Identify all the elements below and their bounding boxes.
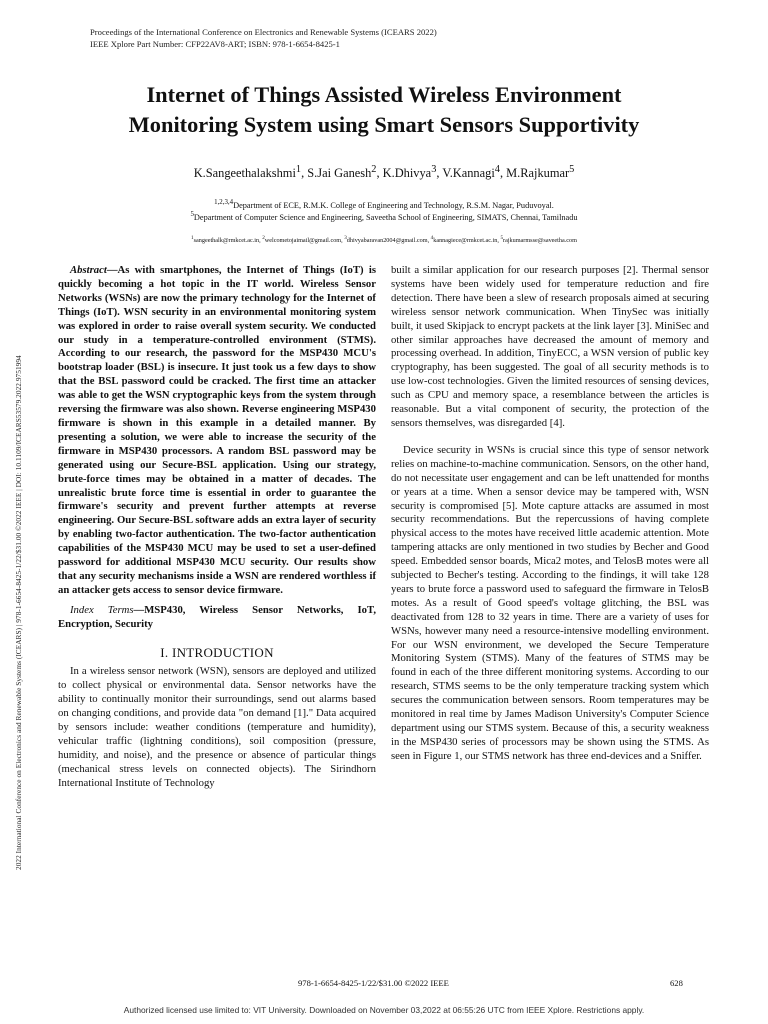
title-line-2: Monitoring System using Smart Sensors Supportivity: [128, 112, 640, 137]
title-line-1: Internet of Things Assisted Wireless Environment: [146, 82, 622, 107]
email: $^2$welcometojaimail@gmail.com: [262, 235, 342, 245]
index-terms: [58, 604, 376, 632]
email: $^5$rajkumarmsse@saveetha.com: [500, 235, 577, 245]
paper-title: [60, 80, 708, 140]
author: S.Jai Ganesh$^2$: [307, 164, 377, 181]
author-emails: $^1$sangeethalk@rmkcet.ac.in, $^2$welcometojaimail@gmail.com, $^3$dhivyabaravan2004@gmail.com, $^4$kannagiece@rmkcet.ac.in, $^5$rajkumarmsse@saveetha.com: [191, 235, 577, 245]
intro-paragraph-3: Device security in WSNs is crucial since this type of sensor network relies on machine-to-machine communication. Sensors, on the other hand, do not necessitate user engagement and can be left unattended for months or years at a time. When a sensor device may be tampered with, WSN security is compromised [5]. Mote capture attacks are assumed in most security recommendations. But the repercussions of having complete physical access to the motes have received little academic attention. Mote tampering attacks are only mentioned in two studies by Becher and Good speed. Embedded sensor boards, Mica2 motes, and TelosB motes were all subjected to Becher's testing. According to the findings, it will take 128 years to brute force a password used to safeguard the firmware in TelosB motes. As a result of Good speed's voltage glitching, the BSL was deactivated from 128 to 32 years in time. There are a variety of uses for WSNs, however many need a resource-intensive modelling environment. For our WSN environment, we developed the Secure Temperature Monitoring System (STMS). Many of the features of STMS may be found in each of the three different monitoring systems. According to our research, STMS seems to be the only temperature tracking system which secures the communication between sensors. Room temperatures may be monitored in real time by James Madison University's Computer Science department using our STMS system. Because of this, a security weakness in the MSP430 series of processors may be shown using the STMS. As seen in Figure 1, our STMS network has three end-devices and a Sniffer.: [391, 443, 709, 762]
side-citation-strip: [12, 155, 26, 870]
abstract: [58, 264, 376, 598]
abstract-text: —As with smartphones, the Internet of Things (IoT) is quickly becoming a hot topic in the IT world. Wireless Sensor Networks (WSNs) are now the primary technology for the Internet of Things (IoT). WSN security in an environmental monitoring system was explored in order to raise overall system security. We conducted our study in a temperature-controlled environment (STMS). According to our research, the password for the MSP430 MCU's bootstrap loader (BSL) is insecure. It just took us a few days to show that the BSL password could be cracked. The first time an attacker was able to get the WSN cryptographic keys from the system through reversing the firmware was also shown. Reverse engineering MSP430 firmware is shown in this example in a detailed manner. By presenting a solution, we were able to increase the security of the firmware in MSP430 processors. A random BSL password may be generated using our Secure-BSL application. Using our strategy, brute-force times may be obtained in a matter of decades. The unrealistic brute force time is essential in order to guarantee the firmware's security and prevent further attempts at reverse engineering. Our Secure-BSL software adds an extra layer of security by enabling two-factor authentication. The two-factor authentication capabilities of the MSP430 MCU may be used to set a user-defined password for additional MSP430 MCU security. Our results show that any security mechanisms inside a WSN are rendered worthless if an attacker gets access to sensor device firmware.: [58, 264, 376, 596]
section-heading-introduction: I. INTRODUCTION: [160, 644, 274, 660]
intro-paragraph-1: In a wireless sensor network (WSN), sensors are deployed and utilized to collect physical or environmental data. Sensor networks have the ability to continually monitor their surroundings, send out alarms based on changing conditions, and provide data "on demand [1]." Data acquired by sensors include: weather conditions (temperature and humidity), vehicular traffic (lightning conditions), soil composition (pressure, humidity, and noise), and the presence or absence of particular things (mechanical stress levels on connected objects). The Sirindhorn International Institute of Technology: [58, 665, 376, 789]
license-notice: Authorized licensed use limited to: VIT University. Downloaded on November 03,2022 at 06:55:26 UTC from IEEE Xplore. Restrictions apply.: [123, 1005, 645, 1015]
email: $^1$sangeethalk@rmkcet.ac.in: [191, 235, 260, 245]
email: $^3$dhivyabaravan2004@gmail.com: [344, 235, 428, 245]
affiliation-2: $^5$Department of Computer Science and Engineering, Saveetha School of Engineering, SIMATS, Chennai, Tamilnadu: [190, 211, 578, 222]
side-citation-text: 2022 International Conference on Electronics and Renewable Systems (ICEARS) | 978-1-6654-8425-1/22/$31.00 ©2022 IEEE | DOI: 10.1109/ICEARS53579.2022.9751994: [14, 355, 23, 870]
affiliation-1: $^{1,2,3,4}$Department of ECE, R.M.K. College of Engineering and Technology, R.S.M. Nagar, Puduvoyal.: [214, 199, 554, 210]
left-column: [58, 264, 376, 791]
right-column: [391, 264, 709, 764]
footer-isbn: 978-1-6654-8425-1/22/$31.00 ©2022 IEEE: [298, 978, 449, 988]
index-terms-text: —MSP430, Wireless Sensor Networks, IoT, Encryption, Security: [58, 603, 376, 630]
page-number: 628: [670, 978, 683, 988]
author-list: K.Sangeethalakshmi$^1$, S.Jai Ganesh$^2$, K.Dhivya$^3$, V.Kannagi$^4$, M.Rajkumar$^5$: [193, 164, 575, 181]
header-proceedings: Proceedings of the International Conference on Electronics and Renewable Systems (ICEARS 2022): [90, 27, 437, 37]
author: K.Dhivya$^3$: [382, 164, 437, 181]
email: $^4$kannagiece@rmkcet.ac.in: [430, 235, 498, 245]
intro-paragraph-2: built a similar application for our research purposes [2]. Thermal sensor systems have been widely used for temperature reduction and fire detection. There have been a slew of research proposals aimed at securing wireless sensor network communication. When TinySec was initially built, it used Skipjack to encrypt packets at the link layer [3]. MiniSec and other similar approaches have decreased the amount of memory and processing overhead. In addition, TinyECC, a WSN version of public key cryptography, has been suggested. The goal of all security methods is to use low-cost technologies. Given the limited resources of sensing devices, such as CPU and memory space, a resemblance between the articles is reasonable. But a vital component of security, the protection of the sensors themselves, was disregarded [4].: [391, 264, 709, 429]
author: M.Rajkumar$^5$: [506, 164, 575, 181]
abstract-label: Abstract: [70, 264, 107, 276]
author: K.Sangeethalakshmi$^1$: [193, 164, 302, 181]
index-terms-label: Index Terms: [70, 603, 134, 616]
author: V.Kannagi$^4$: [442, 164, 500, 181]
header-part-number: IEEE Xplore Part Number: CFP22AV8-ART; ISBN: 978-1-6654-8425-1: [90, 39, 340, 49]
conference-header: [90, 26, 437, 50]
